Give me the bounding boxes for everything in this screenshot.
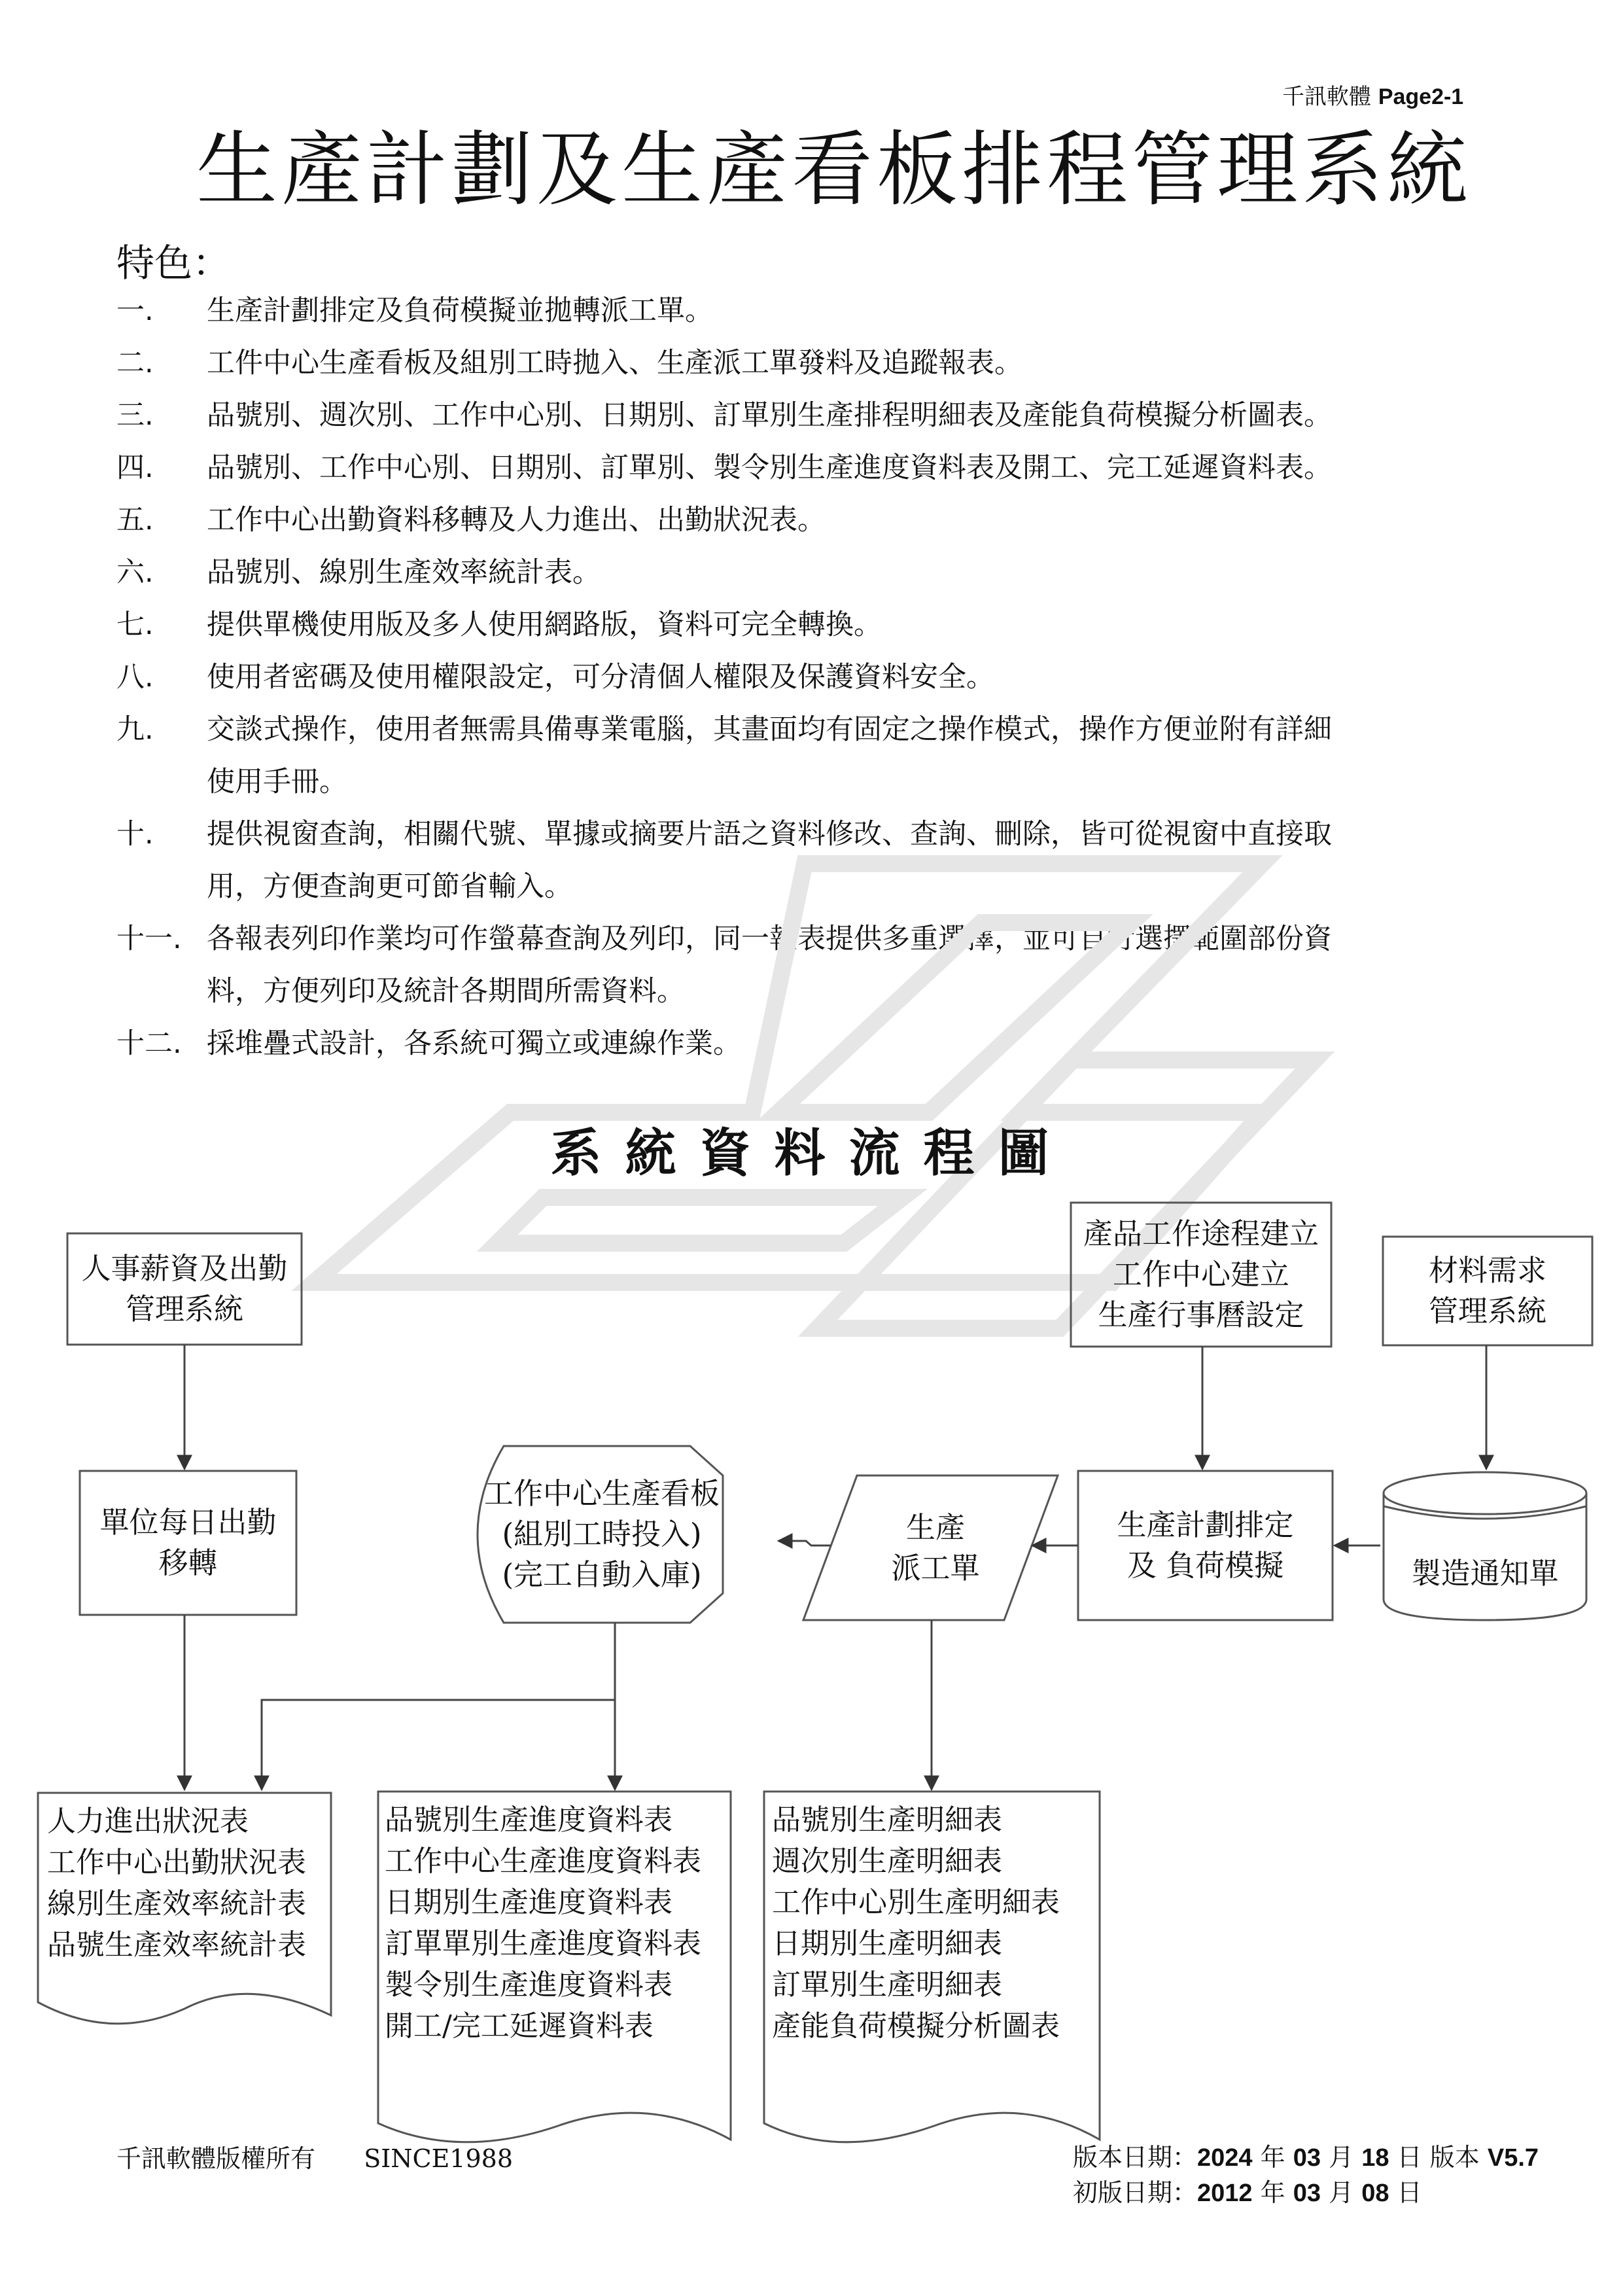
copyright-text: 千訊軟體版權所有 bbox=[116, 2144, 316, 2173]
notice-text: 製造通知單 bbox=[1411, 1556, 1559, 1591]
text-line: 品號別生產明細表 bbox=[772, 1803, 1002, 1837]
feature-number: 七. bbox=[116, 609, 154, 641]
feature-line: 交談式操作，使用者無需具備專業電腦，其畫面均有固定之操作模式，操作方便並附有詳細 bbox=[207, 713, 1332, 746]
text-line: 工作中心別生產明細表 bbox=[772, 1886, 1060, 1919]
planning-label bbox=[1078, 1471, 1333, 1620]
progress-report-text bbox=[385, 1799, 701, 2047]
feature-line: 使用手冊。 bbox=[207, 766, 347, 798]
text-line: 材料需求 bbox=[1428, 1253, 1546, 1288]
text-line: 品號別生產進度資料表 bbox=[385, 1803, 672, 1837]
feature-line: 生產計劃排定及負荷模擬並拋轉派工單。 bbox=[207, 294, 713, 327]
text-line: 人事薪資及出勤 bbox=[81, 1251, 288, 1286]
feature-line: 品號別、工作中心別、日期別、訂單別、製令別生產進度資料表及開工、完工延遲資料表。 bbox=[207, 451, 1332, 484]
text-line: 生產行事曆設定 bbox=[1098, 1298, 1304, 1332]
detail-report-text bbox=[772, 1799, 1060, 2047]
feature-line: 使用者密碼及使用權限設定，可分清個人權限及保護資料安全。 bbox=[207, 661, 994, 694]
footer-copyright bbox=[116, 2138, 513, 2174]
first-year: 2012 bbox=[1197, 2180, 1253, 2207]
text-line: 生產 bbox=[905, 1510, 965, 1545]
mrp-system-label bbox=[1383, 1237, 1592, 1345]
text-line: 製令別生產進度資料表 bbox=[385, 1968, 672, 2002]
version-number: V5.7 bbox=[1487, 2144, 1539, 2172]
feature-number: 四. bbox=[116, 451, 154, 484]
feature-line: 料，方便列印及統計各期間所需資料。 bbox=[207, 975, 685, 1008]
text-line: 人力進出狀況表 bbox=[47, 1805, 249, 1838]
text-line: 生產計劃排定 bbox=[1117, 1508, 1294, 1542]
feature-number: 十一. bbox=[116, 923, 182, 955]
text-line: 工作中心建立 bbox=[1112, 1257, 1289, 1292]
attendance-report-text bbox=[47, 1801, 306, 1966]
company-name: 千訊軟體 bbox=[1282, 84, 1378, 110]
version-day: 18 bbox=[1361, 2144, 1389, 2172]
first-day: 08 bbox=[1361, 2180, 1389, 2207]
feature-number: 八. bbox=[116, 661, 154, 694]
unit-day: 日 bbox=[1397, 2143, 1422, 2172]
text-line: 派工單 bbox=[891, 1550, 980, 1585]
text-line: 產能負荷模擬分析圖表 bbox=[772, 2009, 1060, 2043]
feature-line: 品號別、週次別、工作中心別、日期別、訂單別生產排程明細表及產能負荷模擬分析圖表。 bbox=[207, 399, 1332, 432]
text-line: 日期別生產進度資料表 bbox=[385, 1886, 672, 1919]
version-date bbox=[1073, 2137, 1539, 2173]
feature-number: 九. bbox=[116, 713, 154, 746]
page-number: Page2-1 bbox=[1378, 84, 1464, 109]
first-release-date bbox=[1073, 2172, 1422, 2208]
version-label: 版本日期： bbox=[1073, 2143, 1198, 2172]
text-line: 工作中心生產看板 bbox=[483, 1476, 720, 1511]
version-text: 版本 bbox=[1429, 2143, 1480, 2172]
flowchart-title: 系統資料流程圖 bbox=[550, 1124, 1073, 1183]
text-line: 線別生產效率統計表 bbox=[47, 1887, 306, 1920]
notice-label bbox=[1384, 1531, 1586, 1616]
feature-line: 工件中心生產看板及組別工時拋入、生產派工單發料及追蹤報表。 bbox=[207, 347, 1022, 380]
text-line: 工作中心生產進度資料表 bbox=[385, 1845, 701, 1878]
dispatch-label bbox=[811, 1475, 1060, 1620]
text-line: (完工自動入庫) bbox=[502, 1557, 702, 1592]
kanban-label bbox=[471, 1446, 733, 1623]
feature-number: 十. bbox=[116, 818, 154, 851]
text-line: 工作中心出勤狀況表 bbox=[47, 1846, 306, 1879]
version-year: 2024 bbox=[1197, 2144, 1253, 2172]
feature-number: 六. bbox=[116, 556, 154, 589]
unit-year: 年 bbox=[1260, 2143, 1285, 2172]
feature-number: 三. bbox=[116, 399, 154, 432]
feature-line: 採堆疊式設計，各系統可獨立或連線作業。 bbox=[207, 1027, 741, 1060]
since-text: SINCE1988 bbox=[364, 2144, 514, 2173]
routing-setup-label bbox=[1071, 1203, 1331, 1347]
feature-number: 一. bbox=[116, 294, 154, 327]
hr-system-label bbox=[67, 1233, 302, 1345]
page-title: 生產計劃及生產看板排程管理系統 bbox=[196, 123, 1473, 217]
text-line: 產品工作途程建立 bbox=[1083, 1216, 1319, 1251]
feature-line: 工作中心出勤資料移轉及人力進出、出勤狀況表。 bbox=[207, 504, 826, 537]
text-line: 管理系統 bbox=[125, 1292, 243, 1326]
text-line: 週次別生產明細表 bbox=[772, 1845, 1002, 1878]
text-line: (組別工時投入) bbox=[502, 1517, 702, 1551]
feature-line: 各報表列印作業均可作螢幕查詢及列印，同一報表提供多重選擇，並可自行選擇範圍部份資 bbox=[207, 923, 1332, 955]
text-line: 日期別生產明細表 bbox=[772, 1927, 1002, 1960]
first-month: 03 bbox=[1293, 2180, 1321, 2207]
unit-year: 年 bbox=[1260, 2178, 1285, 2207]
feature-line: 品號別、線別生產效率統計表。 bbox=[207, 556, 601, 589]
notice-cylinder-top bbox=[1384, 1472, 1586, 1514]
text-line: 訂單單別生產進度資料表 bbox=[385, 1927, 701, 1960]
feature-number: 二. bbox=[116, 347, 154, 380]
feature-number: 五. bbox=[116, 504, 154, 537]
unit-month: 月 bbox=[1329, 2143, 1354, 2172]
text-line: 及 負荷模擬 bbox=[1126, 1548, 1284, 1583]
text-line: 訂單別生產明細表 bbox=[772, 1968, 1002, 2002]
first-label: 初版日期： bbox=[1073, 2178, 1198, 2207]
text-line: 移轉 bbox=[158, 1545, 218, 1580]
feature-number: 十二. bbox=[116, 1027, 182, 1060]
daily-attendance-label bbox=[80, 1471, 296, 1615]
feature-line: 用，方便查詢更可節省輸入。 bbox=[207, 870, 572, 903]
unit-day: 日 bbox=[1397, 2178, 1422, 2207]
unit-month: 月 bbox=[1329, 2178, 1354, 2207]
feature-line: 提供視窗查詢，相關代號、單據或摘要片語之資料修改、查詢、刪除，皆可從視窗中直接取 bbox=[207, 818, 1332, 851]
text-line: 品號生產效率統計表 bbox=[47, 1928, 306, 1962]
text-line: 管理系統 bbox=[1428, 1294, 1546, 1328]
version-month: 03 bbox=[1293, 2144, 1321, 2172]
text-line: 單位每日出勤 bbox=[99, 1505, 277, 1540]
text-line: 開工/完工延遲資料表 bbox=[385, 2009, 654, 2043]
feature-line: 提供單機使用版及多人使用網路版，資料可完全轉換。 bbox=[207, 609, 882, 641]
features-heading: 特色： bbox=[116, 241, 231, 285]
